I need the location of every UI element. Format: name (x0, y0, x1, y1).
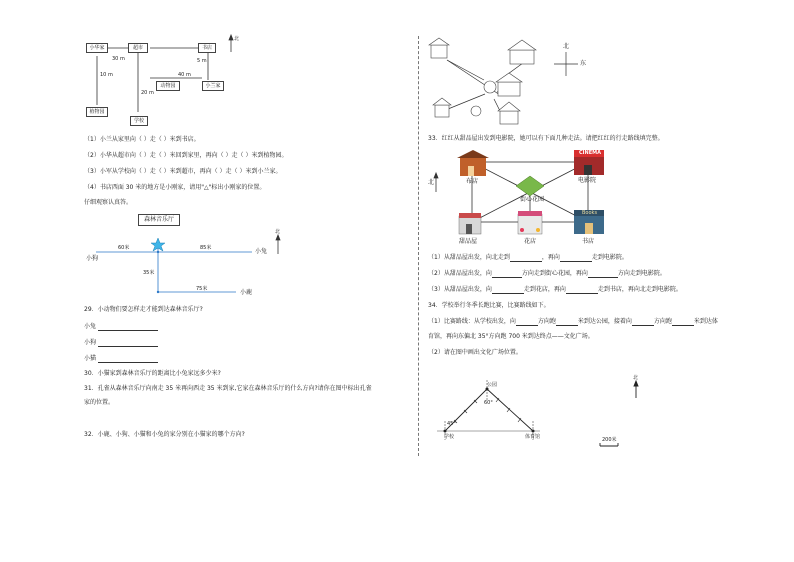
label-cinema: 电影院 (578, 177, 597, 184)
book-sign: Books (582, 210, 598, 216)
q33-1-c: 走到电影院。 (591, 254, 628, 261)
place-supermarket: 超市 (128, 43, 148, 53)
map1-north-label: 北 (234, 36, 240, 42)
q34-1-b: 方向跑 (537, 318, 556, 325)
q31-line-1: 31．孔雀从森林音乐厅向南走 35 米再向西走 35 米到家,它家在森林音乐厅的什么方向?请你在图中标出孔雀 (84, 385, 372, 392)
place-xiaohua: 小华家 (86, 43, 108, 53)
dist-10m: 10 m (100, 72, 113, 78)
dist-20m: 20 m (141, 90, 154, 96)
q33-3-c: 走到书店，再向北走到电影院。 (597, 286, 682, 293)
compass-north: 北 (563, 43, 570, 50)
dist-30m: 30 m (112, 56, 125, 62)
q28-item-1: （1）小兰从家里向（ ）走（ ）米到书店。 (84, 136, 200, 143)
q33-3-b: 走到花店，再向 (523, 286, 566, 293)
q29-rabbit-label: 小兔 (84, 323, 97, 330)
label-cloth-store: 布店 (466, 178, 479, 185)
dist-60m: 60米 (118, 245, 130, 251)
q28-item-3: （3）小军从学校向（ ）走（ ）米到超市，再向（ ）走（ ）米到小兰家。 (84, 168, 282, 175)
q34-title: 34．学校举行冬季长跑比赛，比赛路线如下。 (428, 302, 550, 309)
place-school: 学校 (130, 116, 148, 126)
dist-85m: 85米 (200, 245, 212, 251)
label-park: 街心花园 (520, 196, 545, 203)
place-zoo: 动物园 (156, 81, 180, 91)
label-dessert: 甜品屋 (459, 238, 478, 245)
compass-east: 东 (580, 60, 587, 67)
q32-title: 32．小鹿、小狗、小猫和小兔的家分别在小猫家的哪个方向? (84, 431, 245, 438)
q34-1-a: （1）比赛路线：从学校出发，向 (428, 318, 516, 325)
q31-line-2: 家的位置。 (84, 399, 115, 406)
route-gym-label: 体育馆 (525, 434, 541, 440)
q33-2-b: 方向走到街心花园，再向 (521, 270, 588, 277)
q34-1-e: 米到达体 (693, 318, 718, 325)
q28-extra: 仔细观察认真答。 (84, 199, 133, 206)
q33-1-b: ，再向 (541, 254, 560, 261)
route-angle-60: 60° (484, 400, 493, 406)
label-flower-shop: 花店 (524, 238, 537, 245)
dist-35m: 35米 (143, 270, 155, 276)
place-bookstore: 书店 (198, 43, 216, 53)
route-scale-label: 200米 (602, 437, 617, 443)
dist-75m: 75米 (196, 286, 208, 292)
q33-2-c: 方向走到电影院。 (617, 270, 666, 277)
q28-item-2: （2）小华从超市向（ ）走（ ）米回到家里，再向（ ）走（ ）米到植物园。 (84, 152, 288, 159)
place-xiaolan: 小兰家 (202, 81, 224, 91)
q33-north-label: 北 (428, 179, 435, 186)
label-deer: 小鹿 (240, 289, 253, 296)
q29-dog-label: 小狗 (84, 339, 97, 346)
q33-1-a: （1）从甜品屋出发，向北走到 (428, 254, 510, 261)
q28-item-4: （4）书店西面 30 米的地方是小刚家，请用"△"标出小刚家的位置。 (84, 184, 266, 191)
dist-40m: 40 m (178, 72, 191, 78)
forest-hall-label: 森林音乐厅 (138, 214, 180, 226)
label-book-store: 书店 (582, 238, 595, 245)
q33-2-a: （2）从甜品屋出发，向 (428, 270, 492, 277)
q33-title: 33．红红从甜品屋出发到电影院，她可以有下面几种走法。请把红红的行走路线填完整。 (428, 135, 664, 142)
q34-line-2: 育馆，再向东偏北 35°方向跑 700 米到达终点——文化广场。 (428, 333, 594, 340)
route-angle-45: 45° (447, 421, 456, 427)
q33-3-a: （3）从甜品屋出发，向 (428, 286, 492, 293)
q34-1-c: 米到达公园，接着向 (577, 318, 632, 325)
label-rabbit: 小兔 (255, 248, 268, 255)
route-north-label: 北 (633, 375, 639, 381)
place-botanical: 植物园 (86, 107, 108, 117)
route-park-label: 公园 (487, 382, 498, 388)
route-school-label: 学校 (444, 434, 455, 440)
q29-cat-label: 小猫 (84, 355, 97, 362)
label-dog: 小狗 (86, 255, 99, 262)
q34-line-3: （2）请在图中画出文化广场位置。 (428, 349, 522, 356)
q29-title: 29．小动物们要怎样走才能到达森林音乐厅? (84, 306, 203, 313)
cinema-sign: CINEMA (579, 150, 601, 156)
dist-5m: 5 m (197, 58, 207, 64)
map2-north-label: 北 (275, 229, 281, 235)
q34-1-d: 方向跑 (653, 318, 672, 325)
q30-title: 30．小猫家到森林音乐厅的距离比小兔家远多少米? (84, 370, 221, 377)
